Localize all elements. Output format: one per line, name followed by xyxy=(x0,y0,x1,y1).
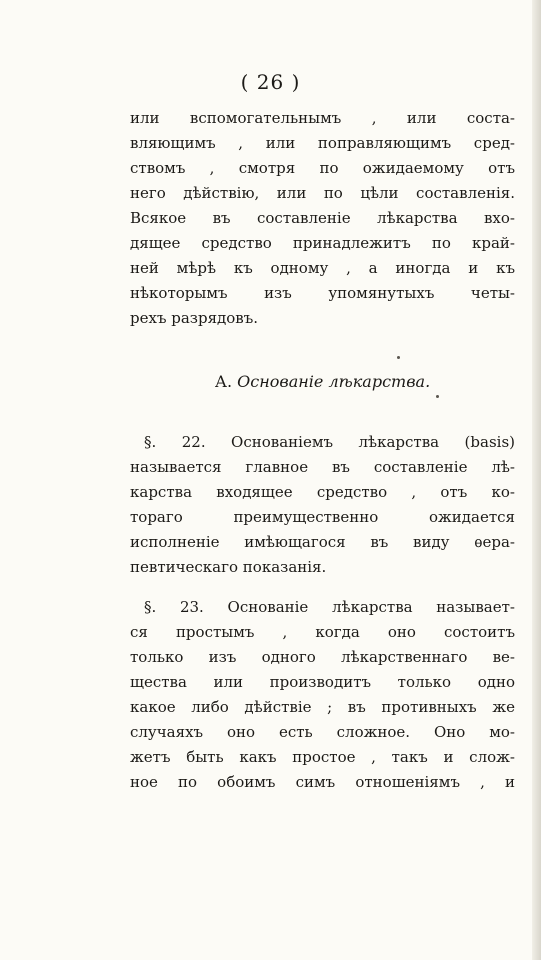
paragraph-23 xyxy=(130,595,515,795)
page-edge-shadow xyxy=(532,0,541,960)
text-line: §. 23. Основаніе лѣкарства называет- xyxy=(144,598,515,616)
section-title: Основаніе лѣкарства. xyxy=(237,372,431,391)
text-line: щества или производитъ только одно xyxy=(130,673,515,691)
text-line: дящее средство принадлежитъ по край- xyxy=(130,234,515,252)
text-line: ся простымъ , когда оно состоитъ xyxy=(130,623,515,641)
print-speck xyxy=(397,356,400,359)
text-line: тораго преимущественно ожидается xyxy=(130,508,515,526)
text-line: певтическаго показанія. xyxy=(130,558,327,576)
page-number: ( 26 ) xyxy=(240,70,301,94)
text-line: или вспомогательнымъ , или соста- xyxy=(130,109,515,127)
section-heading xyxy=(130,369,515,394)
paragraph-22 xyxy=(130,430,515,580)
text-line: §. 22. Основаніемъ лѣкарства (basis) xyxy=(144,433,515,451)
paragraph-1 xyxy=(130,106,515,331)
text-line: ней мѣрѣ къ одному , а иногда и къ xyxy=(130,259,515,277)
text-line: ствомъ , смотря по ожидаемому отъ xyxy=(130,159,515,177)
text-line: него дѣйствію, или по цѣли составленія. xyxy=(130,184,515,202)
text-line: вляющимъ , или поправляющимъ сред- xyxy=(130,134,515,152)
text-line: нѣкоторымъ изъ упомянутыхъ четы- xyxy=(130,284,515,302)
text-line: карства входящее средство , отъ ко- xyxy=(130,483,515,501)
print-speck xyxy=(436,395,439,398)
section-letter: А. xyxy=(214,372,233,391)
text-line: только изъ одного лѣкарственнаго ве- xyxy=(130,648,515,666)
text-line: случаяхъ оно есть сложное. Оно мо- xyxy=(130,723,515,741)
text-line: Всякое въ составленіе лѣкарства вхо- xyxy=(130,209,515,227)
text-line: какое либо дѣйствіе ; въ противныхъ же xyxy=(130,698,515,716)
text-line: жетъ быть какъ простое , такъ и слож- xyxy=(130,748,515,766)
text-line: рехъ разрядовъ. xyxy=(130,309,259,327)
text-line: называется главное въ составленіе лѣ- xyxy=(130,458,515,476)
text-line: исполненіе имѣющагося въ виду ѳера- xyxy=(130,533,515,551)
text-line: ное по обоимъ симъ отношеніямъ , и xyxy=(130,773,515,791)
